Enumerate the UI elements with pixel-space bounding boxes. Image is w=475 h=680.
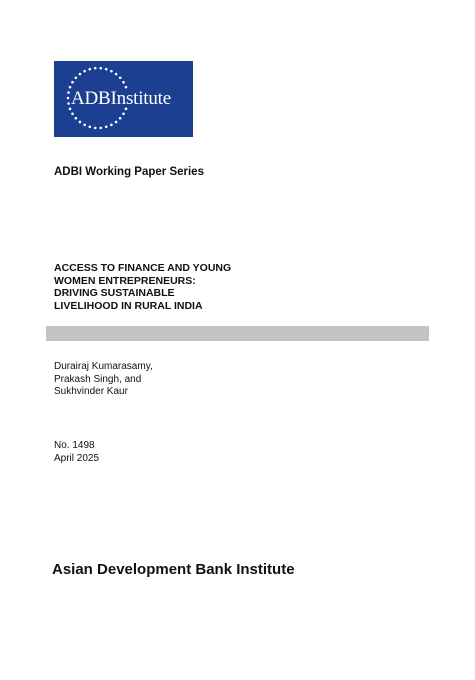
ring-dot [122, 81, 125, 84]
ring-dot [119, 117, 122, 120]
ring-dot [105, 126, 108, 129]
ring-dot [75, 76, 78, 79]
author-line: Durairaj Kumarasamy, [54, 361, 153, 372]
ring-dot [71, 81, 74, 84]
series-title: ADBI Working Paper Series [54, 166, 204, 178]
paper-title [54, 262, 231, 312]
ring-dot [119, 76, 122, 79]
paper-date: April 2025 [54, 452, 100, 464]
ring-dot [99, 127, 102, 130]
ring-dot [110, 70, 113, 73]
publisher-name: Asian Development Bank Institute [52, 561, 295, 578]
title-line: DRIVING SUSTAINABLE [54, 287, 175, 299]
ring-dot [105, 68, 108, 71]
ring-dot [94, 67, 97, 70]
ring-dot [67, 102, 70, 105]
ring-dot [67, 97, 70, 100]
author-line: Sukhvinder Kaur [54, 386, 128, 397]
ring-dot [122, 112, 125, 115]
ring-dot [83, 124, 86, 127]
ring-dot [99, 67, 102, 70]
title-line: LIVELIHOOD IN RURAL INDIA [54, 299, 203, 312]
author-line: Prakash Singh, and [54, 373, 142, 385]
adbi-logo [54, 61, 193, 137]
ring-dot [79, 121, 82, 124]
paper-number: No. 1498 [54, 440, 95, 451]
divider-bar [46, 326, 429, 341]
authors [54, 361, 153, 399]
title-line: ACCESS TO FINANCE AND YOUNG [54, 262, 232, 274]
ring-dot [75, 117, 78, 120]
title-line: WOMEN ENTREPRENEURS: [54, 274, 196, 287]
ring-dot [79, 73, 82, 76]
ring-dot [115, 73, 118, 76]
ring-dot [83, 70, 86, 73]
ring-dot [94, 127, 97, 130]
ring-dot [115, 121, 118, 124]
ring-dot [110, 124, 113, 127]
paper-meta [54, 440, 99, 465]
ring-dot [88, 68, 91, 71]
ring-dot [71, 112, 74, 115]
logo-text: ADBInstitute [71, 88, 171, 109]
ring-dot [67, 91, 70, 94]
ring-dot [88, 126, 91, 129]
